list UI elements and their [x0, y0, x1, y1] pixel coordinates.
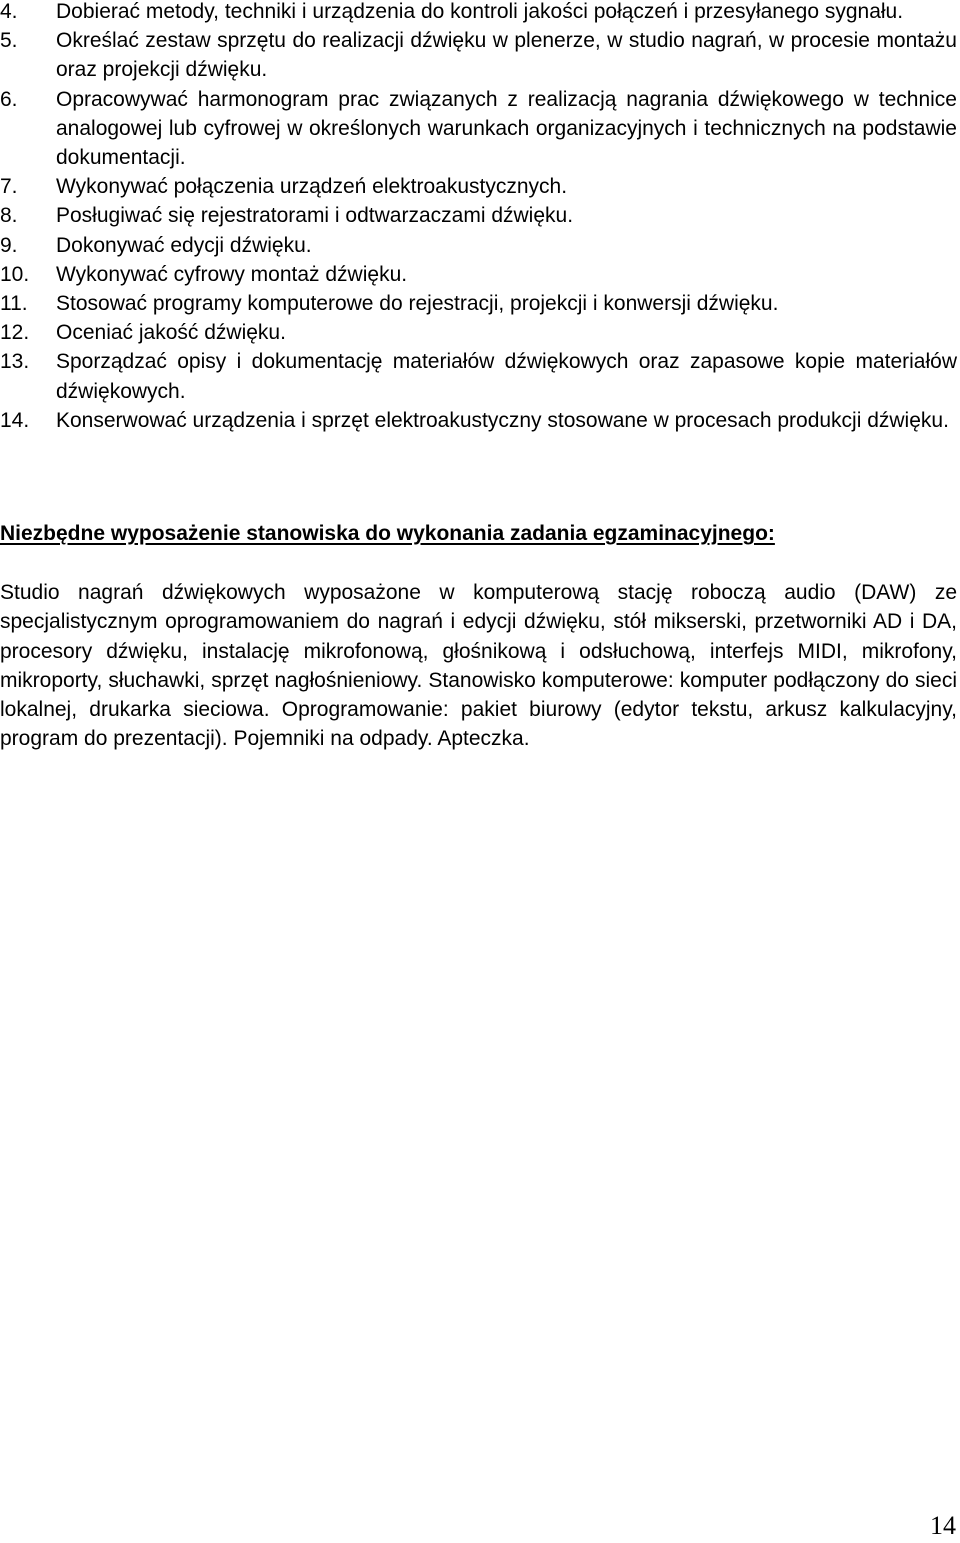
equipment-paragraph: Studio nagrań dźwiękowych wyposażone w komputerową stację roboczą audio (DAW) ze specjalistycznym oprogramowaniem do nagrań i edycji dźwięku, stół mikserski, przetworniki AD i DA, procesory dźwięku, instalację mikrofonową, głośnikową i odsłuchową, interfejs MIDI, mikrofony, mikroporty, słuchawki, sprzęt nagłośnieniowy. Stanowisko komputerowe: komputer podłączony do sieci lokalnej, drukarka sieciowa. Oprogramowanie: pakiet biurowy (edytor tekstu, arkusz kalkulacyjny, program do prezentacji). Pojemniki na odpady. Apteczka. [0, 581, 957, 751]
list-item-text: Dobierać metody, techniki i urządzenia do kontroli jakości połączeń i przesyłanego sygnału. [56, 0, 904, 23]
list-item-number: 6. [0, 87, 18, 111]
list-item [0, 201, 957, 230]
list-item [0, 231, 957, 260]
list-item-number: 8. [0, 204, 18, 228]
list-item-number: 12. [0, 321, 30, 345]
list-item-number: 4. [0, 0, 18, 23]
list-item-text: Opracowywać harmonogram prac związanych z realizacją nagrania dźwiękowego w technice analogowej lub cyfrowej w określonych warunkach organizacyjnych i technicznych na podstawie dokumentacji. [56, 87, 957, 170]
list-item-number: 9. [0, 233, 18, 257]
list-item [0, 85, 957, 173]
list-item-text: Dokonywać edycji dźwięku. [56, 233, 312, 257]
list-item-text: Stosować programy komputerowe do rejestracji, projekcji i konwersji dźwięku. [56, 292, 779, 316]
list-item [0, 172, 957, 201]
list-item [0, 318, 957, 347]
list-item [0, 289, 957, 318]
skills-list [0, 0, 957, 435]
list-item-number: 7. [0, 175, 18, 199]
page-number: 14 [930, 1511, 956, 1540]
list-item-text: Oceniać jakość dźwięku. [56, 321, 286, 345]
list-item-number: 14. [0, 408, 30, 432]
list-item [0, 406, 957, 435]
list-item-number: 13. [0, 350, 30, 374]
equipment-heading: Niezbędne wyposażenie stanowiska do wykonania zadania egzaminacyjnego: [0, 522, 775, 545]
list-item-number: 11. [0, 292, 28, 316]
list-item-text: Określać zestaw sprzętu do realizacji dźwięku w plenerze, w studio nagrań, w procesie montażu oraz projekcji dźwięku. [56, 29, 957, 82]
list-item [0, 260, 957, 289]
list-item-text: Posługiwać się rejestratorami i odtwarzaczami dźwięku. [56, 204, 574, 228]
list-item-text: Wykonywać połączenia urządzeń elektroakustycznych. [56, 175, 568, 199]
list-item [0, 26, 957, 84]
list-item [0, 347, 957, 405]
list-item-number: 10. [0, 262, 30, 286]
list-item-number: 5. [0, 29, 18, 53]
list-item-text: Konserwować urządzenia i sprzęt elektroakustyczny stosowane w procesach produkcji dźwięku. [56, 408, 949, 432]
list-item [0, 0, 957, 26]
list-item-text: Wykonywać cyfrowy montaż dźwięku. [56, 262, 408, 286]
list-item-text: Sporządzać opisy i dokumentację materiałów dźwiękowych oraz zapasowe kopie materiałów dźwiękowych. [56, 350, 957, 403]
